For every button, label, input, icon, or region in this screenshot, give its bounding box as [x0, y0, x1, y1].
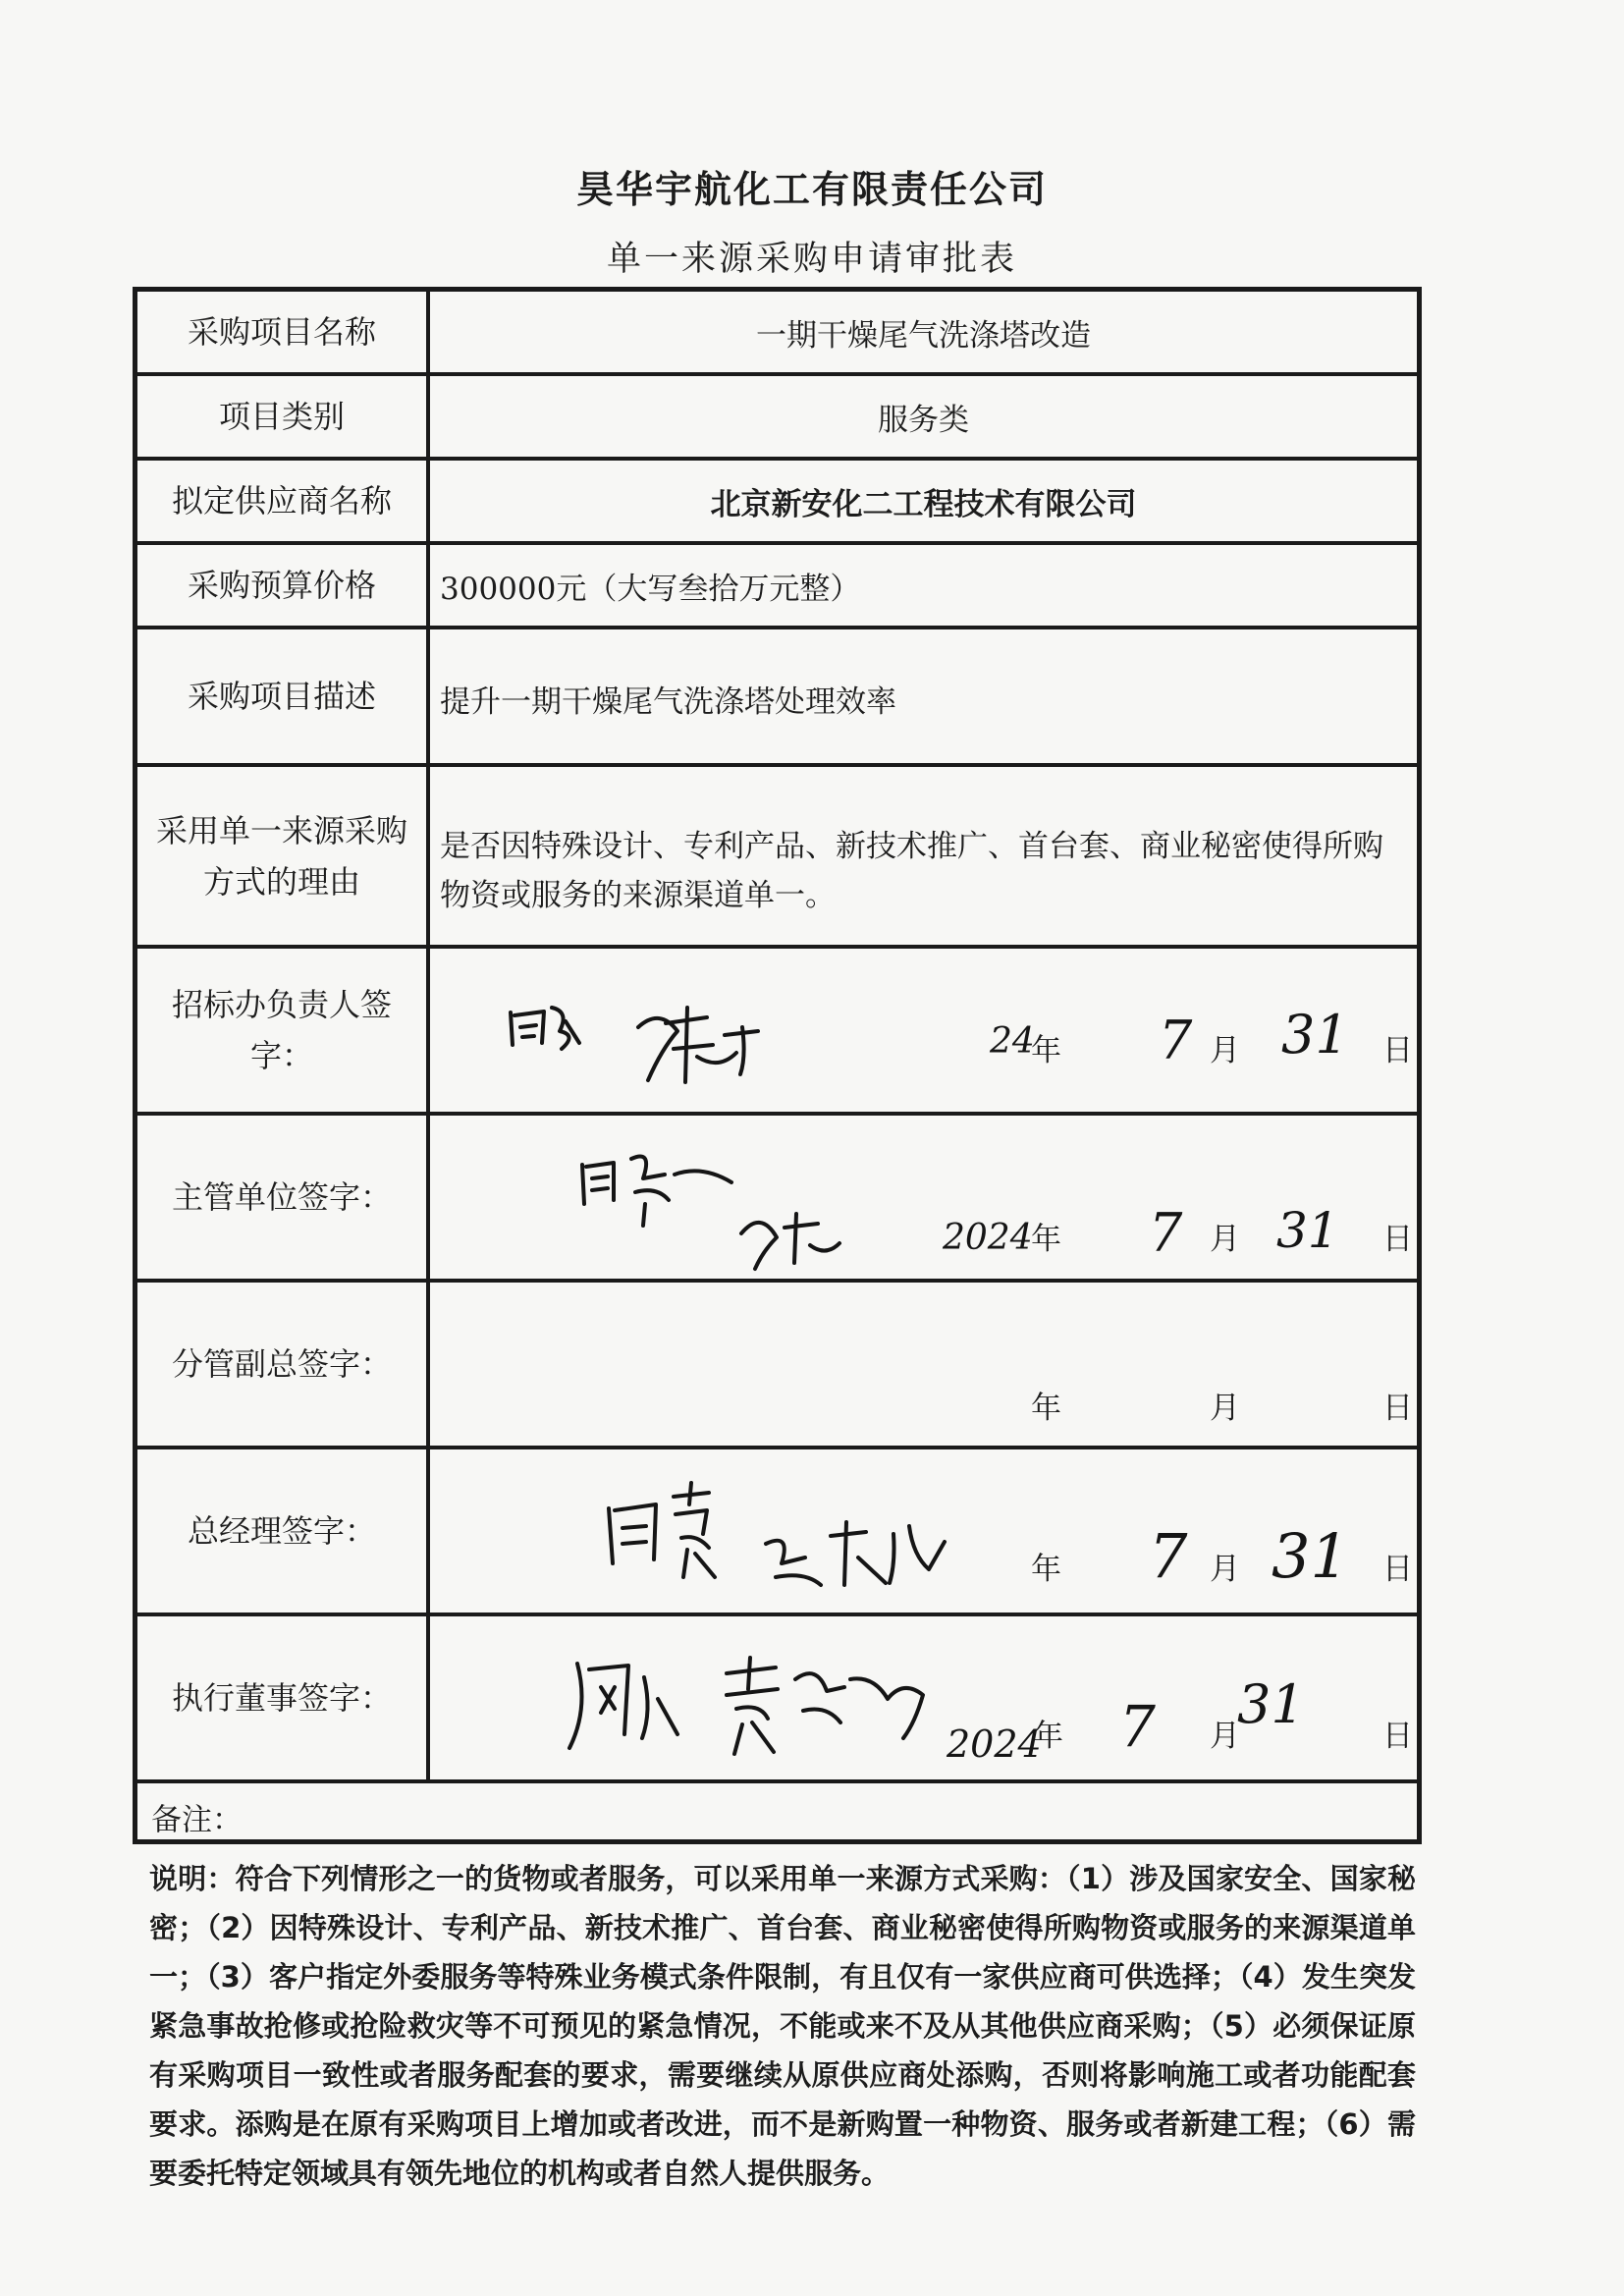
handwritten-day: 31 [1276, 1202, 1339, 1259]
label-gm-sign: 总经理签字： [137, 1449, 430, 1613]
month-unit: 月 [1210, 1033, 1240, 1068]
handwritten-month: 7 [1119, 1693, 1156, 1760]
label-bidding-office-sign: 招标办负责人签字： [137, 949, 430, 1112]
row-gm-sign [137, 1449, 1417, 1616]
row-project-category [137, 376, 1417, 461]
row-reason [137, 767, 1417, 949]
handwritten-signature [574, 1135, 947, 1273]
day-unit: 日 [1382, 1391, 1413, 1426]
value-budget: 300000元（大写叁拾万元整） [440, 571, 861, 607]
row-bidding-office-sign [137, 949, 1417, 1116]
row-department-sign [137, 1116, 1417, 1283]
label-exec-director-sign: 执行董事签字： [137, 1616, 430, 1779]
row-exec-director-sign [137, 1616, 1417, 1783]
year-unit: 年 [1031, 1391, 1061, 1426]
day-unit: 日 [1382, 1552, 1413, 1587]
handwritten-month: 7 [1149, 1202, 1183, 1264]
year-unit: 年 [1033, 1719, 1063, 1754]
handwritten-month: 7 [1159, 1010, 1193, 1071]
month-unit: 月 [1210, 1222, 1240, 1257]
handwritten-day: 31 [1281, 1004, 1349, 1066]
label-budget: 采购预算价格 [137, 545, 430, 626]
label-project-name: 采购项目名称 [137, 292, 430, 372]
handwritten-day: 31 [1237, 1673, 1305, 1735]
handwritten-signature [501, 988, 776, 1096]
label-description: 采购项目描述 [137, 629, 430, 763]
label-supplier-name: 拟定供应商名称 [137, 461, 430, 541]
row-description [137, 629, 1417, 767]
handwritten-month: 7 [1149, 1520, 1188, 1592]
value-reason: 是否因特殊设计、专利产品、新技术推广、首台套、商业秘密使得所购物资或服务的来源渠道单一。 [440, 829, 1383, 913]
explanation-note: 说明：符合下列情形之一的货物或者服务，可以采用单一来源方式采购：（1）涉及国家安全、国家秘密；（2）因特殊设计、专利产品、新技术推广、首台套、商业秘密使得所购物资或服务的来源渠道单一；（3）客户指定外委服务等特殊业务模式条件限制，有且仅有一家供应商可供选择；（4）发生突发紧急事故抢修或抢险救灾等不可预见的紧急情况，不能或来不及从其他供应商采购；（5）必须保证原有采购项目一致性或者服务配套的要求，需要继续从原供应商处添购，否则将影响施工或者功能配套要求。添购是在原有采购项目上增加或者改进，而不是新购置一种物资、服务或者新建工程；（6）需要委托特定领域具有领先地位的机构或者自然人提供服务。 [149, 1862, 1416, 2190]
value-supplier-name: 北京新安化二工程技术有限公司 [710, 486, 1137, 522]
handwritten-year: 2024 [947, 1722, 1042, 1766]
value-project-name: 一期干燥尾气洗涤塔改造 [756, 317, 1091, 354]
handwritten-day: 31 [1272, 1520, 1349, 1592]
company-title: 昊华宇航化工有限责任公司 [575, 168, 1048, 211]
label-reason: 采用单一来源采购方式的理由 [137, 767, 430, 945]
approval-form-table [133, 287, 1422, 1844]
month-unit: 月 [1210, 1552, 1240, 1587]
month-unit: 月 [1210, 1719, 1240, 1754]
day-unit: 日 [1382, 1222, 1413, 1257]
row-deputy-gm-sign [137, 1283, 1417, 1449]
year-unit: 年 [1031, 1222, 1061, 1257]
row-supplier-name [137, 461, 1417, 545]
year-unit: 年 [1031, 1033, 1061, 1068]
handwritten-year: 24 [990, 1021, 1035, 1062]
label-notes: 备注： [151, 1802, 243, 1837]
label-project-category: 项目类别 [137, 376, 430, 457]
label-deputy-gm-sign: 分管副总签字： [137, 1283, 430, 1446]
row-project-name [137, 292, 1417, 376]
label-department-sign: 主管单位签字： [137, 1116, 430, 1279]
row-budget [137, 545, 1417, 629]
row-notes [137, 1783, 1417, 1849]
value-description: 提升一期干燥尾气洗涤塔处理效率 [440, 684, 896, 720]
month-unit: 月 [1210, 1391, 1240, 1426]
day-unit: 日 [1382, 1719, 1413, 1754]
year-unit: 年 [1031, 1552, 1061, 1587]
handwritten-signature [599, 1475, 1011, 1603]
handwritten-year: 2024 [943, 1218, 1033, 1258]
day-unit: 日 [1382, 1033, 1413, 1068]
value-project-category: 服务类 [878, 402, 969, 438]
handwritten-signature [550, 1640, 1080, 1768]
form-title: 单一来源采购申请审批表 [606, 240, 1017, 279]
